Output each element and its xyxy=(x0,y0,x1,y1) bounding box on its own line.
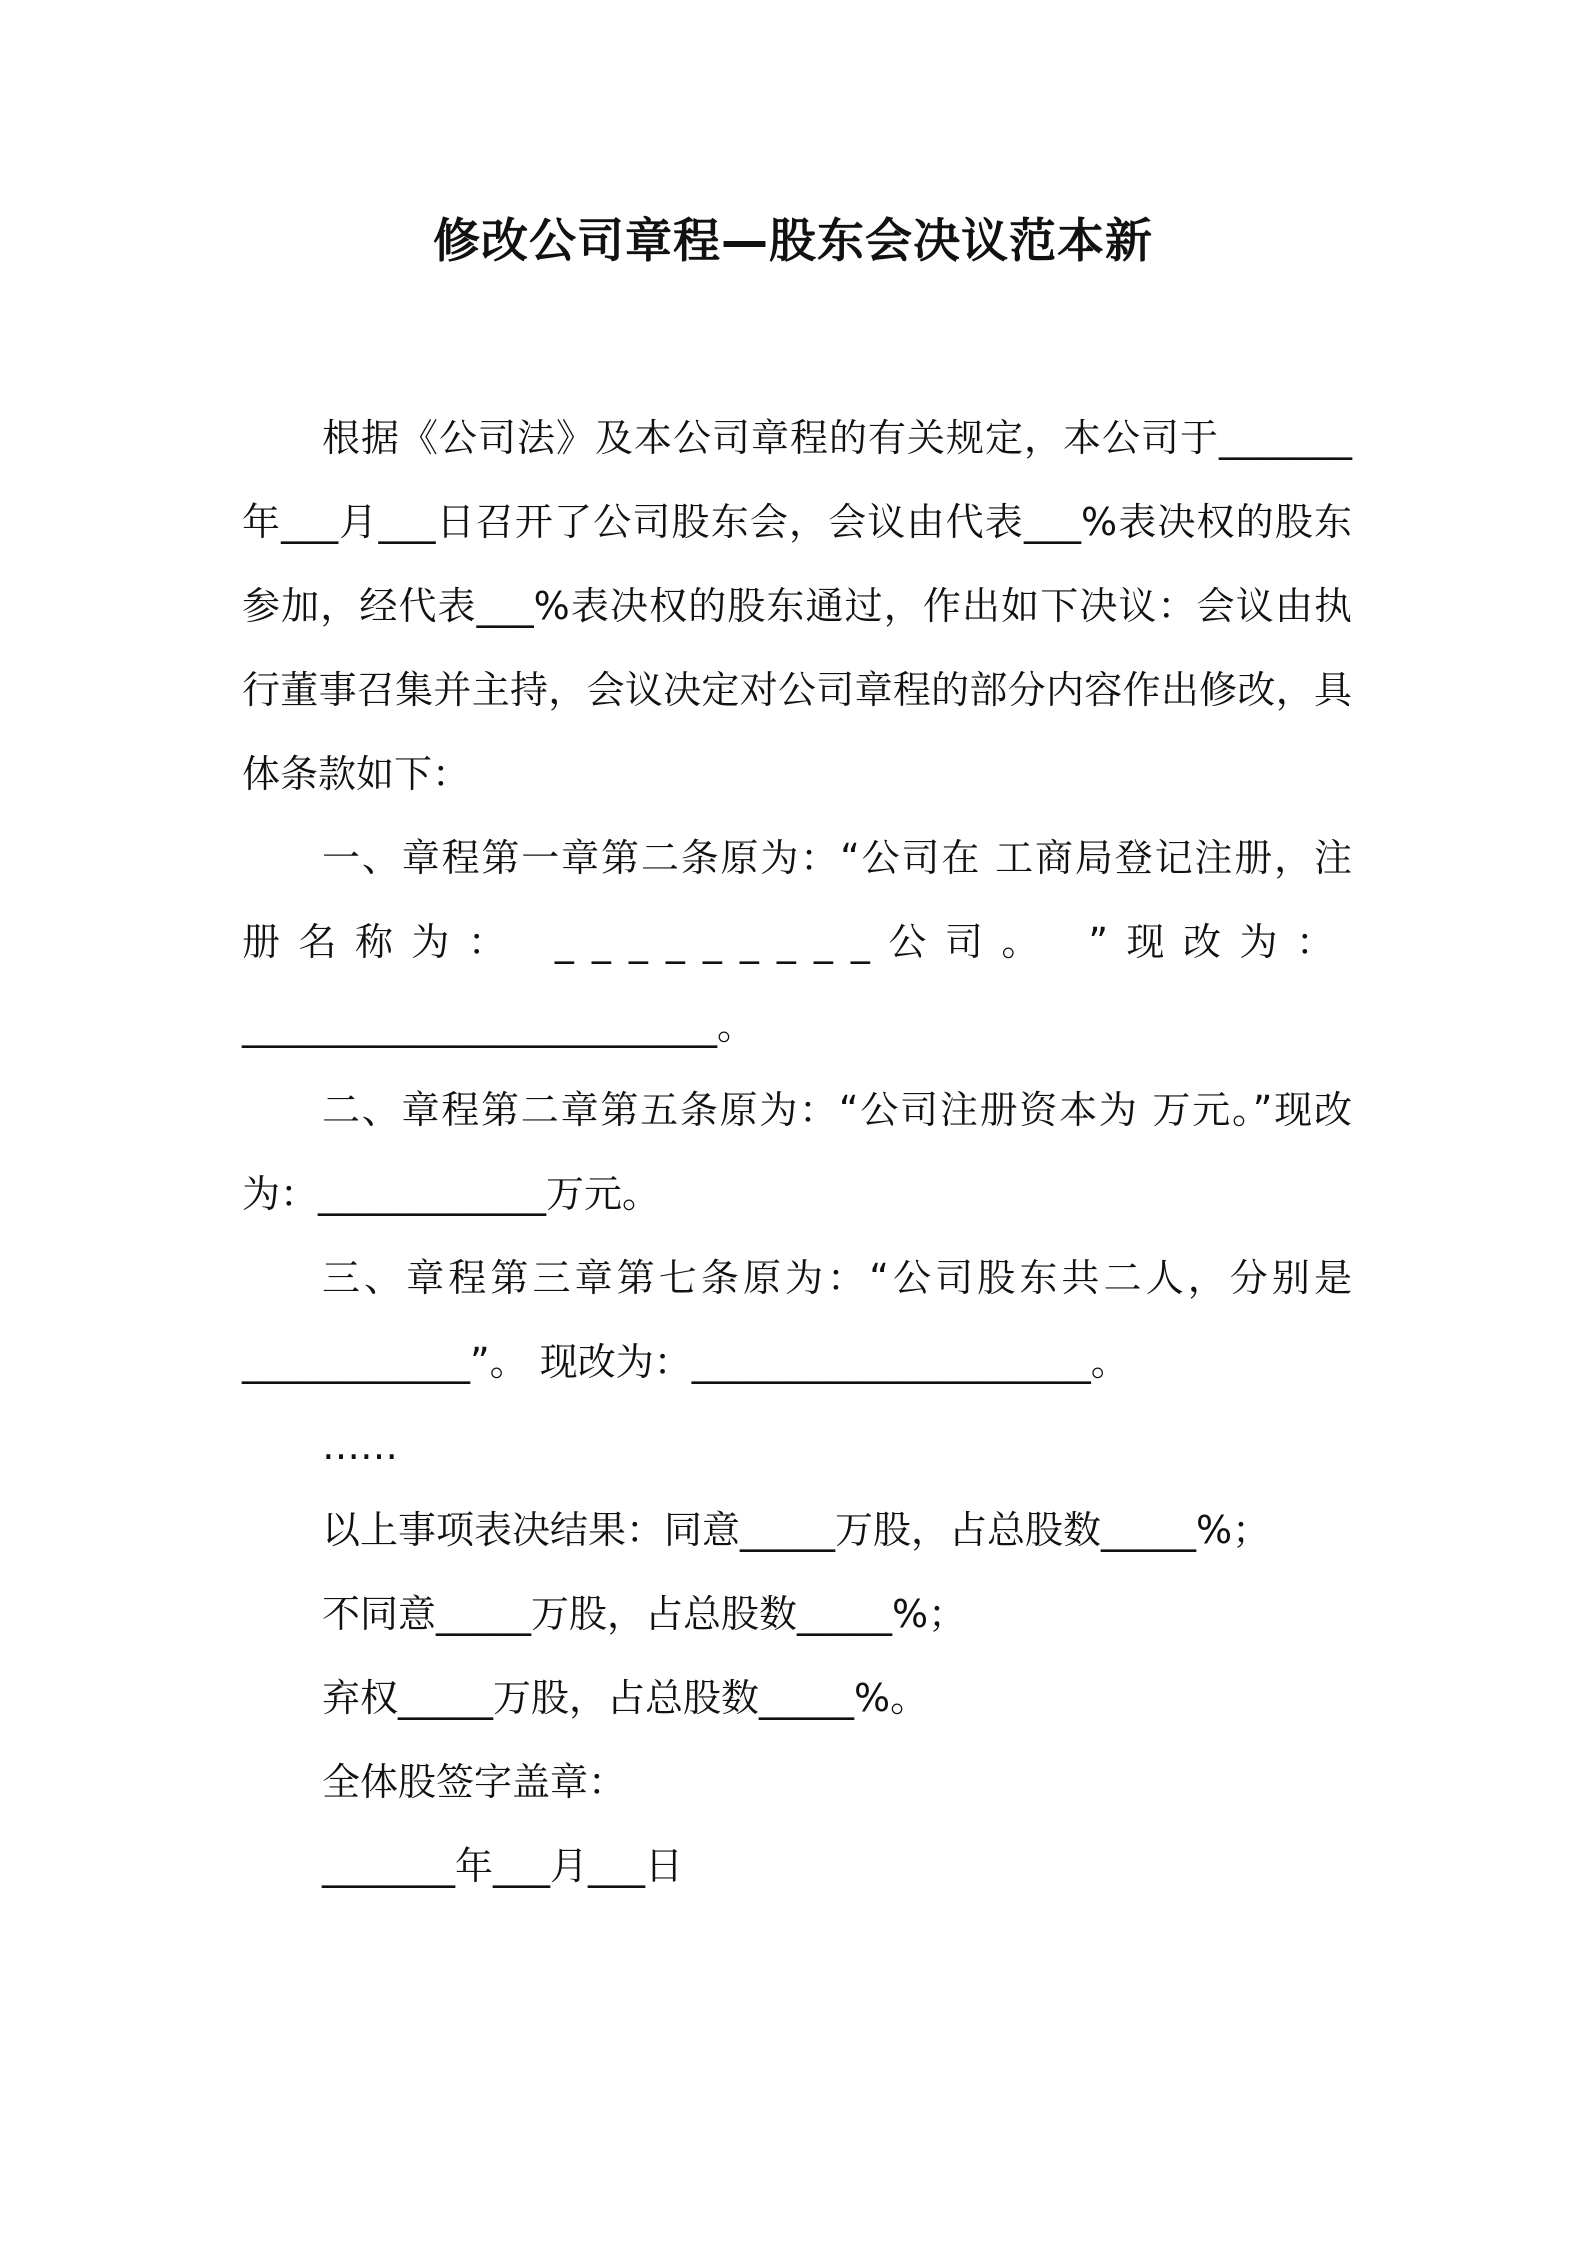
clause-1-line-1: 一、章程第一章第二条原为：“公司在 工商局登记注册，注 xyxy=(322,836,1352,880)
intro-paragraph: 根据《公司法》及本公司章程的有关规定，本公司于_______年___月___日召开了公司股东会，会议由代表___%表决权的股东参加，经代表___%表决权的股东通过，作出如下决议：会议由执行董事召集并主持，会议决定对公司章程的部分内容作出修改，具体条款如下： xyxy=(242,416,1352,796)
clause-1-line-2: 册名称为： _________公司。 ”现改为： xyxy=(242,920,1352,964)
vote-disagree: 不同意_____万股，占总股数_____%； xyxy=(322,1592,967,1636)
vote-abstain: 弃权_____万股，占总股数_____%。 xyxy=(322,1676,929,1720)
document-title: 修改公司章程—股东会决议范本新 xyxy=(433,214,1153,269)
vote-agree: 以上事项表决结果：同意_____万股，占总股数_____%； xyxy=(322,1508,1271,1552)
clause-2-paragraph: 二、章程第二章第五条原为：“公司注册资本为 万元。”现改为：____________万元。 xyxy=(242,1088,1352,1216)
clause-1-line-3: _________________________。 xyxy=(242,1004,756,1048)
signature-line: 全体股签字盖章： xyxy=(322,1760,627,1804)
ellipsis: …… xyxy=(322,1424,398,1468)
date-line: _______年___月___日 xyxy=(322,1844,684,1888)
document-body xyxy=(242,396,1352,1908)
clause-3-line-2: ____________”。 现改为：_____________________。 xyxy=(242,1340,1129,1384)
clause-3-line-1: 三、章程第三章第七条原为：“公司股东共二人，分别是 xyxy=(322,1256,1352,1300)
